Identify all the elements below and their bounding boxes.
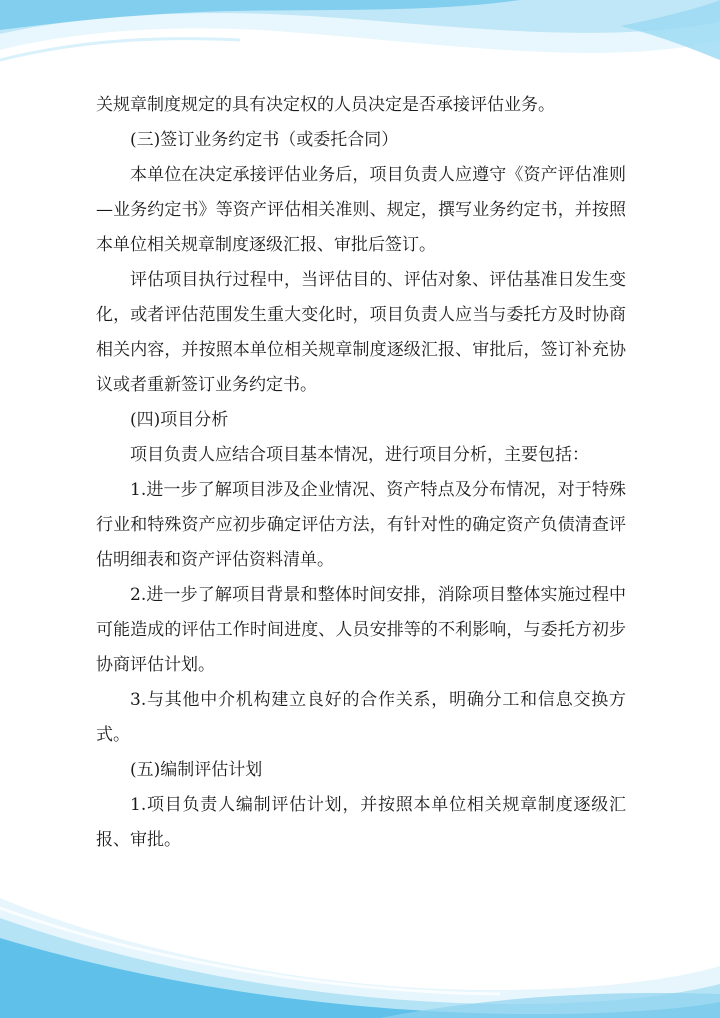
section-heading-4: (四)项目分析 <box>130 410 229 430</box>
paragraph-6: 项目负责人应结合项目基本情况，进行项目分析，主要包括： <box>130 445 589 465</box>
list-item-1: 1.进一步了解项目涉及企业情况、资产特点及分布情况，对于特殊行业和特殊资产应初步确定评估方法，有针对性的确定资产负债清查评估明细表和资产评估资料清单。 <box>96 480 626 570</box>
paragraph-1: 关规章制度规定的具有决定权的人员决定是否承接评估业务。 <box>96 95 555 115</box>
document-body <box>96 88 626 858</box>
list-item-2: 2.进一步了解项目背景和整体时间安排，消除项目整体实施过程中可能造成的评估工作时间进度、人员安排等的不利影响，与委托方初步协商评估计划。 <box>96 585 626 675</box>
section-heading-5: (五)编制评估计划 <box>130 760 263 780</box>
section-heading-3: (三)签订业务约定书（或委托合同） <box>130 130 399 150</box>
list-item-plan-1: 1.项目负责人编制评估计划，并按照本单位相关规章制度逐级汇报、审批。 <box>96 795 626 850</box>
paragraph-3: 本单位在决定承接评估业务后，项目负责人应遵守《资产评估准则—业务约定书》等资产评估相关准则、规定，撰写业务约定书，并按照本单位相关规章制度逐级汇报、审批后签订。 <box>96 165 626 255</box>
list-item-3: 3.与其他中介机构建立良好的合作关系，明确分工和信息交换方式。 <box>96 690 626 745</box>
paragraph-4: 评估项目执行过程中，当评估目的、评估对象、评估基准日发生变化，或者评估范围发生重大变化时，项目负责人应当与委托方及时协商相关内容，并按照本单位相关规章制度逐级汇报、审批后，签订补充协议或者重新签订业务约定书。 <box>96 270 626 395</box>
bottom-wave-decoration <box>0 878 720 1018</box>
